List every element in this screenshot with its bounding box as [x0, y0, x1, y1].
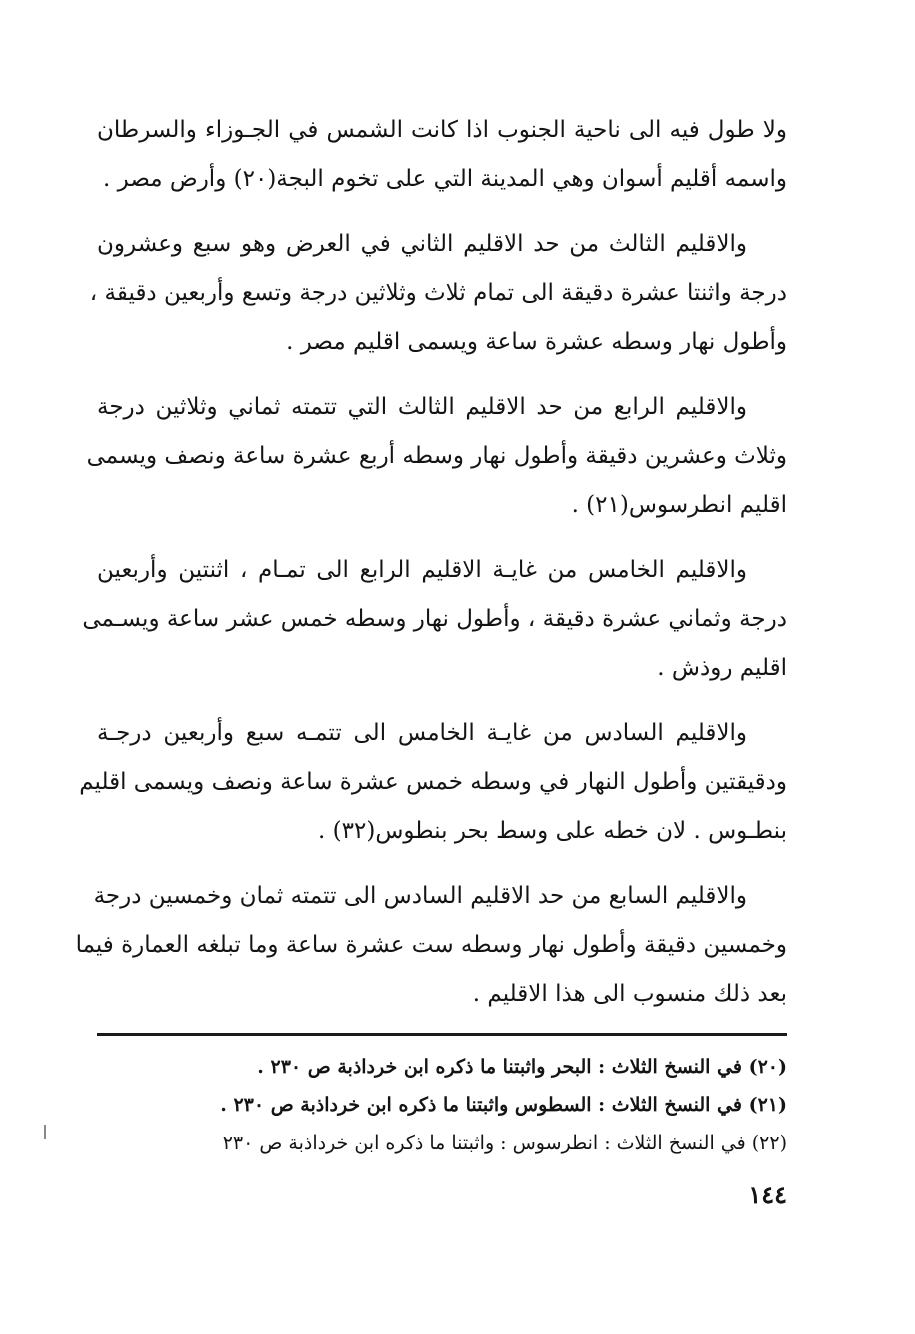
- text-line: اقليم روذش .: [657, 655, 787, 681]
- text-line: بنطـوس . لان خطه على وسط بحر بنطوس(٣٢) .: [318, 818, 787, 844]
- footnote-22: (٢٢) في النسخ الثلاث : انطرسوس : واثبتنا ما ذكره ابن خرداذبة ص ٢٣٠: [222, 1132, 787, 1154]
- text-line: واسمه أقليم أسوان وهي المدينة التي على تخوم البجة(٢٠) وأرض مصر .: [103, 166, 787, 192]
- text-line: والاقليم الرابع من حد الاقليم الثالث التي تتمته ثماني وثلاثين درجة: [97, 394, 747, 420]
- text-line: وثلاث وعشرين دقيقة وأطول نهار وسطه أربع عشرة ساعة ونصف ويسمى: [86, 443, 787, 469]
- text-line: والاقليم الثالث من حد الاقليم الثاني في العرض وهو سبع وعشرون: [97, 231, 747, 257]
- text-line: والاقليم السابع من حد الاقليم السادس الى تتمته ثمان وخمسين درجة: [93, 883, 747, 909]
- footnotes: [97, 1048, 787, 1162]
- body-text: [75, 106, 787, 1035]
- text-line: ولا طول فيه الى ناحية الجنوب اذا كانت الشمس في الجـوزاء والسرطان: [97, 117, 787, 143]
- paragraph-1: [97, 106, 787, 204]
- text-line: اقليم انطرسوس(٢١) .: [571, 492, 787, 518]
- paragraph-3: [86, 383, 787, 530]
- footnote-20: (٢٠) في النسخ الثلاث : البحر واثبتنا ما ذكره ابن خرداذبة ص ٢٣٠ .: [257, 1056, 787, 1078]
- footnote-divider: [97, 1033, 787, 1036]
- text-line: وخمسين دقيقة وأطول نهار وسطه ست عشرة ساعة وما تبلغه العمارة فيما: [75, 932, 787, 958]
- text-line: درجة وثماني عشرة دقيقة ، وأطول نهار وسطه خمس عشر ساعة ويسـمى: [82, 606, 787, 632]
- page-number: ١٤٤: [748, 1180, 787, 1209]
- footnote-21: (٢١) في النسخ الثلاث : السطوس واثبتنا ما ذكره ابن خرداذبة ص ٢٣٠ .: [220, 1094, 787, 1116]
- text-line: ودقيقتين وأطول النهار في وسطه خمس عشرة ساعة ونصف ويسمى اقليم: [79, 769, 787, 795]
- paragraph-5: [79, 709, 787, 856]
- text-line: وأطول نهار وسطه عشرة ساعة ويسمى اقليم مصر .: [286, 329, 787, 355]
- text-line: والاقليم الخامس من غايـة الاقليم الرابع الى تمـام ، اثنتين وأربعين: [97, 557, 747, 583]
- paragraph-2: [89, 220, 787, 367]
- text-line: بعد ذلك منسوب الى هذا الاقليم .: [472, 981, 787, 1007]
- text-line: والاقليم السادس من غايـة الخامس الى تتمـه سبع وأربعين درجـة: [97, 720, 747, 746]
- paragraph-6: [75, 872, 787, 1019]
- paragraph-4: [82, 546, 787, 693]
- margin-mark: [44, 1125, 46, 1139]
- text-line: درجة واثنتا عشرة دقيقة الى تمام ثلاث وثلاثين درجة وتسع وأربعين دقيقة ،: [89, 280, 787, 306]
